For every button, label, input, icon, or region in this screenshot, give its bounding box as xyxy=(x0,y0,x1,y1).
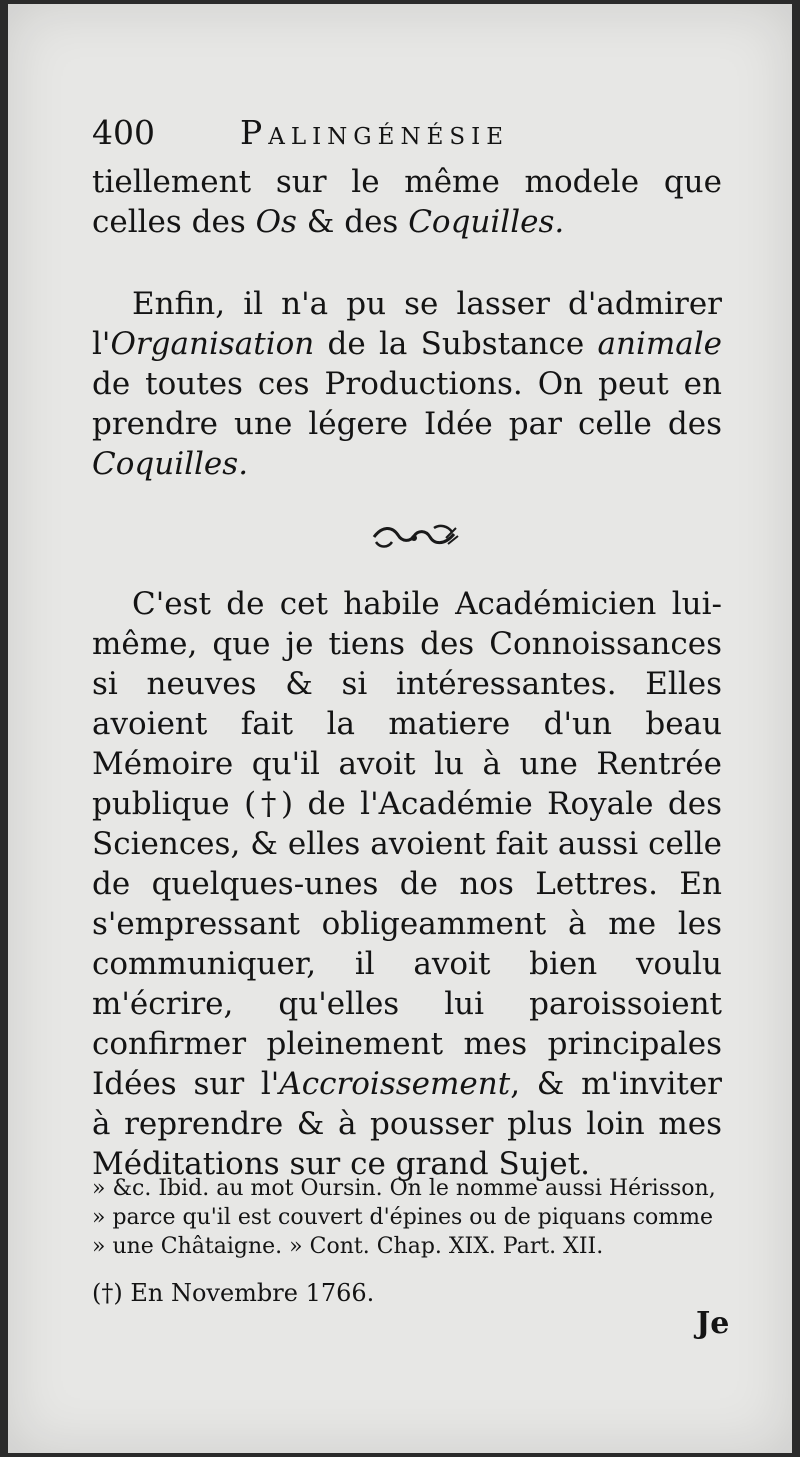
italic-segment: animale xyxy=(597,326,722,362)
footnotes xyxy=(92,1174,732,1308)
footnote-line: » une Châtaigne. » Cont. Chap. XIX. Part. XII. xyxy=(92,1234,604,1259)
text-segment: Enfin, il n'a pu se lasser d'admirer l' xyxy=(92,286,722,362)
text-segment: de toutes ces Productions. On peut en prendre une légere Idée par celle des xyxy=(92,366,722,442)
catchword: Je xyxy=(696,1306,730,1341)
fleuron-ornament-icon xyxy=(368,522,460,552)
italic-segment: Organisation xyxy=(110,326,315,362)
page-number: 400 xyxy=(92,113,155,152)
dagger-footnote: (†) En Novembre 1766. xyxy=(92,1279,375,1307)
italic-segment: Os xyxy=(255,204,297,240)
running-header xyxy=(92,108,722,158)
italic-segment: Coquilles. xyxy=(92,446,249,482)
italic-segment: Coquilles. xyxy=(408,204,565,240)
italic-segment: Accroissement xyxy=(279,1066,511,1102)
text-segment: tiellement sur le même modele que celles des xyxy=(92,164,722,240)
book-page xyxy=(8,4,792,1453)
running-title: Palingénésie xyxy=(240,113,510,152)
text-segment: , & m'inviter à reprendre & à pousser plus loin mes Méditations sur ce grand Sujet. xyxy=(92,1066,722,1182)
text-segment: C'est de cet habile Académicien lui-même, que je tiens des Connoissances si neuves & si intéressantes. Elles avoient fait la matiere d'un beau Mémoire qu'il avoit lu à une Rentrée publique (†) de l'Académie Royale des Sciences, & elles avoient fait aussi celle de quelques-unes de nos Lettres. En s'empressant obligeamment à me les communiquer, il avoit bien voulu m'écrire, qu'elles lui paroissoient confirmer pleinement mes principales Idées sur l' xyxy=(92,586,722,1102)
footnote-line: » &c. Ibid. au mot Oursin. On le nomme aussi Hérisson, xyxy=(92,1176,716,1201)
footnote-line: » parce qu'il est couvert d'épines ou de piquans comme xyxy=(92,1205,714,1230)
paragraph-academicien xyxy=(92,584,722,1184)
text-segment: de la Substance xyxy=(314,326,598,362)
paragraph-continuation xyxy=(92,162,722,242)
paragraph-organisation xyxy=(92,284,722,484)
text-segment: & des xyxy=(296,204,409,240)
